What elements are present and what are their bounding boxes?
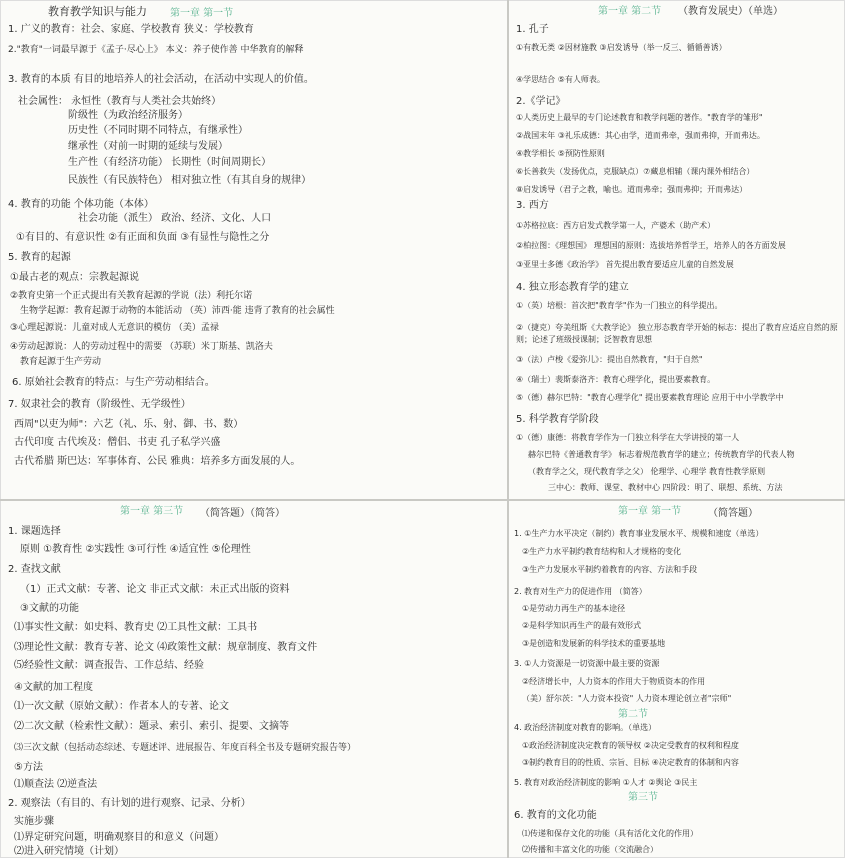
note-line: 1. 课题选择 — [8, 526, 61, 537]
note-line: ④文献的加工程度 — [14, 682, 93, 693]
note-line: 民族性（有民族特色） 相对独立性（有其自身的规律） — [68, 175, 312, 186]
chapter-tag: 第一章 第三节 — [120, 506, 184, 517]
note-line: ①苏格拉底：西方启发式教学第一人，产婆术（助产术） — [516, 221, 716, 230]
chapter-tag: 第一章 第一节 — [170, 8, 234, 19]
note-line: ①人类历史上最早的专门论述教育和教学问题的著作。"教育学的雏形" — [516, 113, 763, 122]
note-line: ④（瑞士）裴斯泰洛齐：教育心理学化，提出要素教育。 — [516, 375, 716, 384]
note-line: 1. 孔子 — [516, 24, 549, 35]
note-line: 5. 科学教育学阶段 — [516, 414, 599, 425]
note-line: ③生产力发展水平制约着教育的内容、方法和手段 — [522, 565, 698, 574]
chapter-tag: 第二节 — [618, 709, 648, 720]
note-line: 7. 奴隶社会的教育（阶级性、无学级性） — [8, 399, 191, 410]
note-line: ⑥长善救失（发扬优点，克服缺点）⑦藏息相辅（课内课外相结合） — [516, 167, 755, 176]
note-line: ②生产力水平制约教育结构和人才规格的变化 — [522, 547, 682, 556]
note-line: 古代印度 古代埃及：僧侣、书吏 孔子私学兴盛 — [14, 437, 221, 448]
note-line: ⑶理论性文献：教育专著、论文 ⑷政策性文献：规章制度、教育文件 — [14, 642, 318, 653]
note-line: （1）正式文献：专著、论文 非正式文献：未正式出版的资料 — [20, 584, 290, 595]
note-line: 三中心：教师、课堂、教材中心 四阶段：明了、联想、系统、方法 — [548, 483, 783, 492]
page-divider-vertical — [507, 0, 509, 858]
note-line: ①（英）培根：首次把"教育学"作为一门独立的科学提出。 — [516, 301, 723, 310]
note-line: ③（法）卢梭《爱弥儿》：提出自然教育，"归于自然" — [516, 355, 703, 364]
note-line: ⑤（德）赫尔巴特："教育心理学化" 提出要素教育理论 应用于中小学教学中 — [516, 393, 784, 402]
note-line: ④劳动起源说：人的劳动过程中的需要 （苏联）米丁斯基、凯洛夫 — [10, 342, 273, 352]
note-line: 赫尔巴特《普通教育学》 标志着规范教育学的建立；传统教育学的代表人物 — [528, 450, 795, 459]
note-line: 原则 ①教育性 ②实践性 ③可行性 ④适宜性 ⑤伦理性 — [20, 544, 251, 555]
note-line: ⑶三次文献（包括动态综述、专题述评、进展报告、年度百科全书及专题研究报告等） — [14, 743, 357, 753]
note-line: 继承性（对前一时期的延续与发展） — [68, 141, 228, 152]
note-line: 阶级性（为政治经济服务） — [68, 110, 188, 121]
notes-page-top-right — [508, 0, 845, 500]
note-line: （美）舒尔茨："人力资本投资" 人力资本理论创立者"宗师" — [522, 694, 732, 703]
notes-page-bottom-left — [0, 500, 508, 858]
notes-page-bottom-right — [508, 500, 845, 858]
note-line: 1. 广义的教育：社会、家庭、学校教育 狭义：学校教育 — [8, 24, 254, 35]
note-line: ⑴界定研究问题，明确观察目的和意义（问题） — [14, 832, 224, 843]
chapter-tag: 第一章 第一节 — [618, 506, 682, 517]
note-line: ③文献的功能 — [20, 603, 79, 614]
note-line: 社会功能（派生） 政治、经济、文化、人口 — [78, 213, 272, 224]
section-title: （简答题）（简答） — [200, 508, 285, 519]
page-divider-horizontal — [0, 499, 845, 501]
chapter-tag: 第一章 第二节 — [598, 6, 662, 17]
note-line: ②是科学知识再生产的最有效形式 — [522, 621, 642, 630]
note-line: 2."教育"一词最早源于《孟子·尽心上》 本义：养子使作善 中华教育的解释 — [8, 45, 304, 55]
note-line: ④教学相长 ⑤预防性原则 — [516, 149, 605, 158]
note-line: ②经济增长中，人力资本的作用大于物质资本的作用 — [522, 677, 706, 686]
note-line: ⑸经验性文献：调查报告、工作总结、经验 — [14, 660, 204, 671]
note-line: ③心理起源说：儿童对成人无意识的模仿 （美）孟禄 — [10, 323, 219, 333]
note-line: 3. 教育的本质 有目的地培养人的社会活动，在活动中实现人的价值。 — [8, 74, 314, 85]
note-line: ①（德）康德：将教育学作为一门独立科学在大学讲授的第一人 — [516, 433, 740, 442]
note-line: 教育起源于生产劳动 — [20, 357, 102, 367]
section-title: （简答题） — [708, 508, 758, 519]
note-line: 2.《学记》 — [516, 96, 566, 107]
note-line: ②教育史第一个正式提出有关教育起源的学说（法）利托尔诺 — [10, 291, 253, 301]
note-line: ⑤方法 — [14, 762, 43, 773]
note-line: 实施步骤 — [14, 816, 54, 827]
note-line: 4. 独立形态教育学的建立 — [516, 282, 629, 293]
note-line: 4. 政治经济制度对教育的影响。（单选） — [514, 723, 657, 732]
notes-page-top-left — [0, 0, 508, 500]
note-line: 3. 西方 — [516, 200, 549, 211]
note-line: ⑴事实性文献：如史料、教育史 ⑵工具性文献：工具书 — [14, 622, 258, 633]
note-line: 5. 教育的起源 — [8, 252, 71, 263]
note-line: ⑵二次文献（检索性文献）：题录、索引、索引、提要、文摘等 — [14, 721, 289, 732]
note-line: ①是劳动力再生产的基本途径 — [522, 604, 626, 613]
note-line: 生物学起源：教育起源于动物的本能活动 （英）沛西·能 违背了教育的社会属性 — [20, 306, 335, 316]
note-line: ②柏拉图：《理想国》 理想国的原则：选拔培养哲学王，培养人的各方面发展 — [516, 241, 786, 250]
note-line: ③制约教育目的的性质、宗旨、目标 ④决定教育的体制和内容 — [522, 758, 739, 767]
note-line: 6. 原始社会教育的特点：与生产劳动相结合。 — [12, 377, 215, 388]
note-line: ⑴传递和保存文化的功能（具有活化文化的作用） — [522, 829, 698, 838]
note-line: ②战国末年 ③礼乐成德：其心由学，道而弗牵，强而弗抑，开而弗达。 — [516, 131, 765, 140]
note-line: 历史性（不同时期不同特点，有继承性） — [68, 125, 248, 136]
note-line: 西周"以吏为师"：六艺（礼、乐、射、御、书、数） — [14, 419, 244, 430]
note-line: ⑵进入研究情境（计划） — [14, 846, 124, 857]
note-line: ③亚里士多德《政治学》 首先提出教育要适应儿童的自然发展 — [516, 260, 734, 269]
note-line: 社会属性： 永恒性（教育与人类社会共始终） — [18, 96, 222, 107]
note-line: ⑵传播和丰富文化的功能（交流融合） — [522, 845, 658, 854]
note-line: 2. 教育对生产力的促进作用 （简答） — [514, 587, 647, 596]
note-line: ⑴一次文献（原始文献）：作者本人的专著、论文 — [14, 701, 229, 712]
note-line: ⑧启发诱导（君子之教，喻也。道而弗牵；强而弗抑；开而弗达） — [516, 185, 748, 194]
note-line: 1. ①生产力水平决定（制约）教育事业发展水平、规模和速度（单选） — [514, 529, 764, 538]
note-line: 3. ①人力资源是一切资源中最主要的资源 — [514, 659, 660, 668]
note-line: （教育学之父，现代教育学之父） 伦理学、心理学 教育性教学原则 — [528, 467, 766, 476]
note-line: 古代希腊 斯巴达：军事体育、公民 雅典：培养多方面发展的人。 — [14, 456, 301, 467]
section-title: （教育发展史）（单选） — [678, 6, 783, 17]
note-line: 6. 教育的文化功能 — [514, 810, 597, 821]
note-line: 5. 教育对政治经济制度的影响 ①人才 ②舆论 ③民主 — [514, 778, 698, 787]
note-line: ①有目的、有意识性 ②有正面和负面 ③有显性与隐性之分 — [16, 232, 270, 243]
page-title: 教育教学知识与能力 — [48, 5, 147, 18]
note-line: ③是创造和发展新的科学技术的重要基地 — [522, 639, 666, 648]
note-line: 2. 观察法（有目的、有计划的进行观察、记录、分析） — [8, 798, 251, 809]
note-line: ④学思结合 ⑤有人师表。 — [516, 75, 605, 84]
note-line: ①有教无类 ②因材施教 ③启发诱导（举一反三、循循善诱） — [516, 43, 727, 52]
note-line: ⑴顺查法 ⑵逆查法 — [14, 779, 98, 790]
chapter-tag: 第三节 — [628, 792, 658, 803]
note-line: ②（捷克）夸美纽斯《大教学论》 独立形态教育学开始的标志：提出了教育应适应自然的原则；论述了班级授课制；泛智教育思想 — [516, 323, 838, 344]
note-line: 2. 查找文献 — [8, 564, 61, 575]
note-line: 4. 教育的功能 个体功能（本体） — [8, 199, 154, 210]
note-line: ①最古老的观点：宗教起源说 — [10, 272, 139, 283]
note-line: ①政治经济制度决定教育的领导权 ②决定受教育的权利和程度 — [522, 741, 739, 750]
note-line: 生产性（有经济功能） 长期性（时间周期长） — [68, 157, 272, 168]
